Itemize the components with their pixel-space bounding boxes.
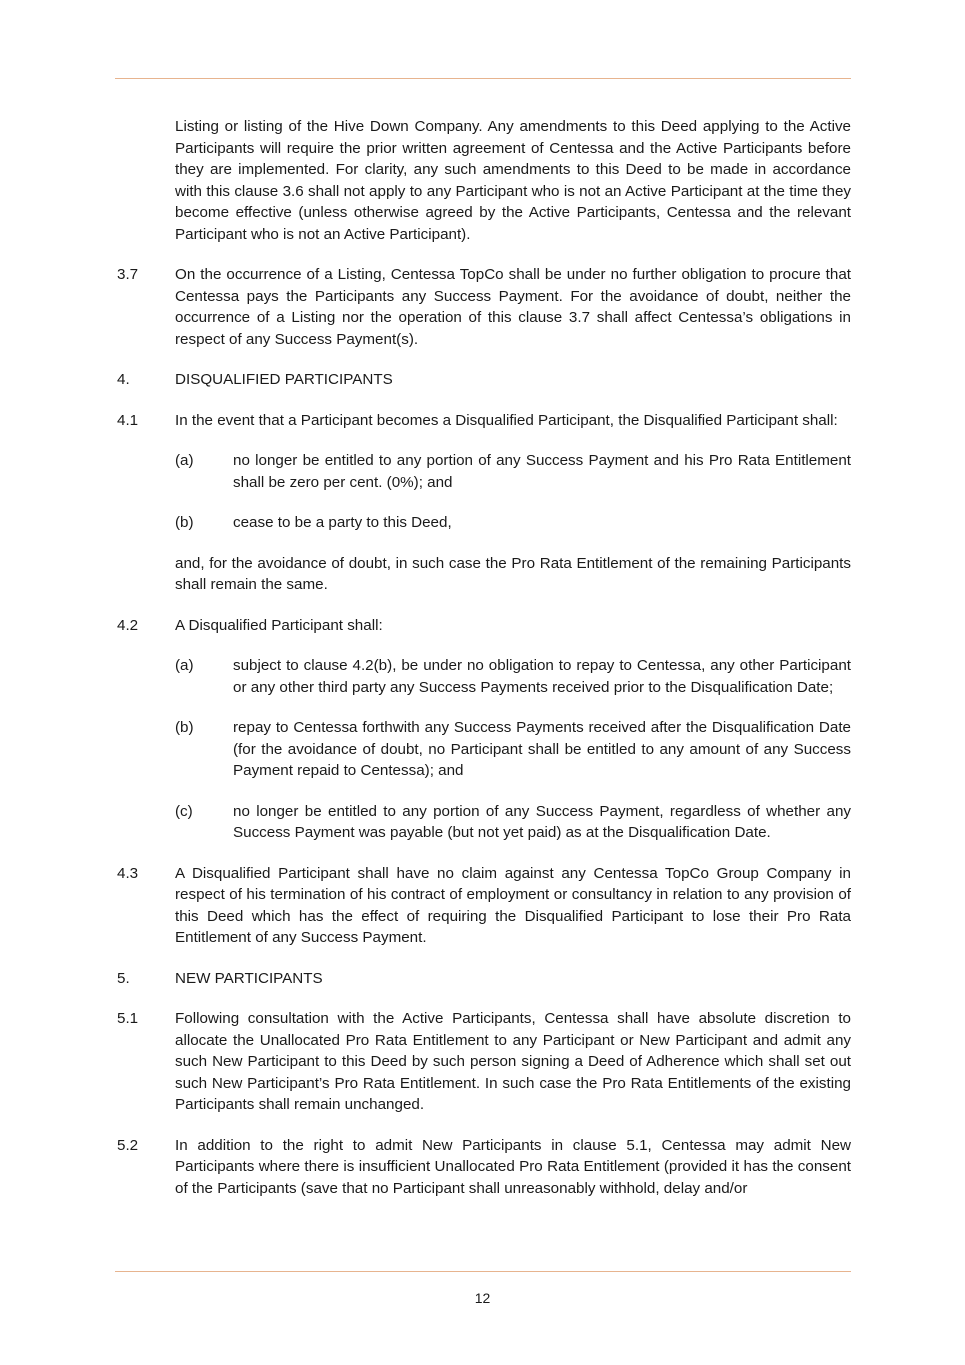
clause-text: In addition to the right to admit New Participants in clause 5.1, Centessa may admit New Participants where there is insufficient Unallocated Pro Rata Entitlement (provided it has the consent of the Participants (save that no Participant shall unreasonably withhold, delay and/or xyxy=(175,1136,851,1197)
clause-3-7 xyxy=(117,264,851,350)
sub-text: repay to Centessa forthwith any Success Payments received after the Disqualification Date (for the avoidance of doubt, no Participant shall be entitled to any amount of any Success Payment repaid to Centessa); and xyxy=(233,719,851,779)
clause-4-3 xyxy=(117,863,851,949)
clause-5-2 xyxy=(117,1135,851,1200)
clause-text: In the event that a Participant becomes a Disqualified Participant, the Disqualified Participant shall: xyxy=(175,411,838,429)
sub-text: subject to clause 4.2(b), be under no obligation to repay to Centessa, any other Participant or any other third party any Success Payments received prior to the Disqualification Date; xyxy=(233,657,851,696)
clause-text: A Disqualified Participant shall: xyxy=(175,616,383,634)
clause-5-1 xyxy=(117,1008,851,1116)
sub-label: (a) xyxy=(175,452,194,469)
clause-4-2 xyxy=(117,615,851,637)
section-number: 4. xyxy=(117,371,130,388)
section-title: NEW PARTICIPANTS xyxy=(175,969,323,987)
header-rule xyxy=(115,78,851,79)
section-4-heading xyxy=(117,369,851,391)
clause-number: 4.2 xyxy=(117,616,139,634)
clause-number: 4.1 xyxy=(117,411,139,429)
sub-text: no longer be entitled to any portion of any Success Payment and his Pro Rata Entitlement shall be zero per cent. (0%); and xyxy=(233,452,851,491)
sub-text: cease to be a party to this Deed, xyxy=(233,514,452,531)
clause-4-2-b xyxy=(175,717,851,782)
clause-4-1 xyxy=(117,410,851,432)
clause-text: On the occurrence of a Listing, Centessa TopCo shall be under no further obligation to procure that Centessa pays the Participants any Success Payment. For the avoidance of doubt, neither the occurrence of a Listing nor the operation of this clause 3.7 shall affect Centessa’s obligations in respect of any Success Payment(s). xyxy=(175,266,851,348)
clause-4-1-b xyxy=(175,512,851,534)
clause-text: Following consultation with the Active Participants, Centessa shall have absolute discretion to allocate the Unallocated Pro Rata Entitlement to any Participant or New Participant and admit any such New Participant to this Deed by such person signing a Deed of Adherence which shall set out such New Participant’s Pro Rata Entitlement. In such case the Pro Rata Entitlements of the existing Participants shall remain unchanged. xyxy=(175,1010,851,1113)
clause-4-2-c xyxy=(175,801,851,844)
sub-label: (b) xyxy=(175,514,194,531)
clause-4-1-after: and, for the avoidance of doubt, in such case the Pro Rata Entitlement of the remaining Participants shall remain the same. xyxy=(175,554,851,593)
clause-number: 3.7 xyxy=(117,266,139,283)
section-title: DISQUALIFIED PARTICIPANTS xyxy=(175,371,393,388)
clause-4-2-a xyxy=(175,655,851,698)
page-number: 12 xyxy=(474,1290,491,1306)
document-body xyxy=(117,116,851,1218)
clause-number: 5.1 xyxy=(117,1010,139,1027)
clause-number: 5.2 xyxy=(117,1136,139,1154)
clause-3-6-continuation: Listing or listing of the Hive Down Company. Any amendments to this Deed applying to the Active Participants will require the prior written agreement of Centessa and the Active Participants before they are implemented. For clarity, any such amendments to this Deed to be made in accordance with this clause 3.6 shall not apply to any Participant who is not an Active Participant at the time they become effective (unless otherwise agreed by the Active Participants, Centessa and the relevant Participant who is not an Active Participant). xyxy=(175,118,851,243)
sub-text: no longer be entitled to any portion of any Success Payment, regardless of whether any Success Payment was payable (but not yet paid) as at the Disqualification Date. xyxy=(233,802,851,841)
section-5-heading xyxy=(117,968,851,990)
sub-label: (a) xyxy=(175,657,194,674)
clause-number: 4.3 xyxy=(117,864,139,882)
sub-label: (c) xyxy=(175,802,193,820)
section-number: 5. xyxy=(117,969,130,987)
sub-label: (b) xyxy=(175,719,194,736)
clause-4-1-a xyxy=(175,450,851,493)
footer-rule xyxy=(115,1271,851,1272)
clause-text: A Disqualified Participant shall have no claim against any Centessa TopCo Group Company in respect of his termination of his contract of employment or consultancy in relation to any provision of this Deed which has the effect of requiring the Disqualified Participant to lose their Pro Rata Entitlement of any Success Payment. xyxy=(175,864,851,946)
